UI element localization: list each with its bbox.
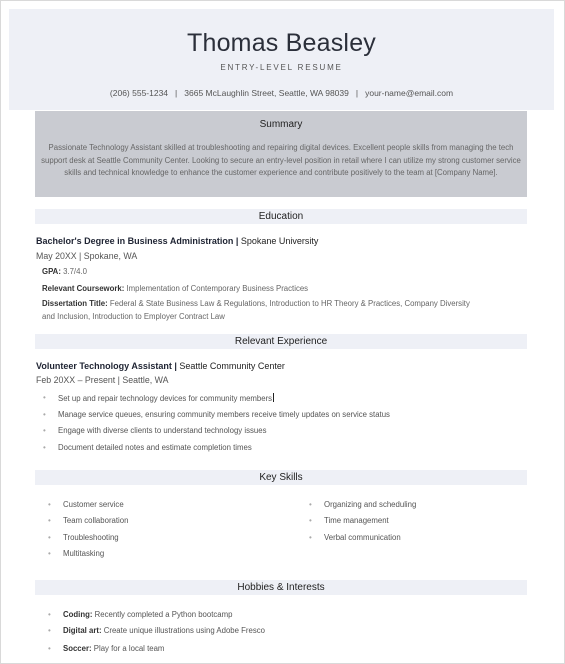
- bullet-icon: •: [309, 516, 312, 525]
- experience-bullet[interactable]: [43, 426, 267, 435]
- candidate-name[interactable]: Thomas Beasley: [187, 29, 376, 57]
- skill-text: Multitasking: [63, 549, 105, 558]
- dissertation-line[interactable]: [42, 298, 472, 323]
- hobby-item[interactable]: [48, 626, 265, 635]
- separator: |: [175, 88, 178, 98]
- bullet-icon: •: [48, 533, 51, 542]
- skill-text: Team collaboration: [63, 516, 129, 525]
- skill-item[interactable]: [309, 533, 401, 542]
- coursework-value: Implementation of Contemporary Business Practices: [126, 284, 309, 293]
- bullet-icon: •: [43, 426, 46, 435]
- bullet-icon: •: [48, 610, 51, 619]
- bullet-icon: •: [48, 644, 51, 653]
- bullet-icon: •: [48, 549, 51, 558]
- gpa-label: GPA:: [42, 267, 61, 276]
- bullet-text: Engage with diverse clients to understand technology issues: [58, 426, 267, 435]
- experience-bullet[interactable]: [43, 443, 252, 452]
- experience-bullet[interactable]: [43, 410, 390, 419]
- hobby-text: Create unique illustrations using Adobe Fresco: [103, 626, 265, 635]
- text-cursor: [273, 393, 274, 402]
- skill-item[interactable]: [48, 549, 105, 558]
- job-line[interactable]: Volunteer Technology Assistant | Seattle Community Center: [36, 361, 285, 371]
- skill-item[interactable]: [48, 516, 129, 525]
- education-heading[interactable]: Education: [35, 209, 527, 224]
- coursework-line[interactable]: [42, 283, 482, 296]
- summary-heading[interactable]: Summary: [259, 119, 303, 130]
- bullet-icon: •: [43, 443, 46, 452]
- skill-text: Troubleshooting: [63, 533, 119, 542]
- hobby-text: Play for a local team: [93, 644, 165, 653]
- experience-bullet[interactable]: [43, 393, 274, 403]
- skill-text: Customer service: [63, 500, 124, 509]
- degree-line[interactable]: Bachelor's Degree in Business Administration | Spokane University: [36, 236, 319, 246]
- skill-text: Time management: [324, 516, 389, 525]
- bullet-text: Set up and repair technology devices for community members: [58, 394, 273, 403]
- separator: |: [355, 88, 359, 98]
- coursework-label: Relevant Coursework:: [42, 284, 125, 293]
- skill-text: Verbal communication: [324, 533, 401, 542]
- street-address[interactable]: 3665 McLaughlin Street, Seattle, WA 98039: [184, 88, 349, 98]
- bullet-icon: •: [309, 500, 312, 509]
- school-name: Spokane University: [240, 236, 319, 246]
- bullet-icon: •: [48, 516, 51, 525]
- education-date-location[interactable]: May 20XX | Spokane, WA: [36, 251, 138, 261]
- job-title: Volunteer Technology Assistant: [36, 361, 172, 371]
- summary-text[interactable]: Passionate Technology Assistant skilled at troubleshooting and repairing digital devices. Excellent people skills from managing the tech support desk at Seattle Community Center. Looking to secure an entry-level position in retail where I can utilize my strong customer service skills and technical knowledge to enhance the customer experience and contribute positively to the team at [Company Name].: [41, 143, 521, 178]
- resume-header: [9, 9, 554, 110]
- dissertation-value: Federal & State Business Law & Regulations, Introduction to HR Theory & Practices, Company Diversity and Inclusion, Introduction to Employer Contract Law: [42, 299, 470, 321]
- contact-line: [9, 88, 554, 98]
- experience-date-location[interactable]: Feb 20XX – Present | Seattle, WA: [36, 375, 169, 385]
- hobby-text: Recently completed a Python bootcamp: [94, 610, 233, 619]
- skill-text: Organizing and scheduling: [324, 500, 417, 509]
- hobby-label: Soccer:: [63, 644, 92, 653]
- gpa-line[interactable]: [42, 266, 482, 279]
- bullet-text: Manage service queues, ensuring community members receive timely updates on service status: [58, 410, 390, 419]
- dissertation-label: Dissertation Title:: [42, 299, 108, 308]
- skill-item[interactable]: [309, 516, 389, 525]
- experience-heading[interactable]: Relevant Experience: [35, 334, 527, 349]
- gpa-value: 3.7/4.0: [63, 267, 87, 276]
- bullet-icon: •: [43, 393, 46, 402]
- email-address[interactable]: your-name@email.com: [365, 88, 454, 98]
- skills-heading[interactable]: Key Skills: [35, 470, 527, 485]
- bullet-icon: •: [43, 410, 46, 419]
- hobbies-heading[interactable]: Hobbies & Interests: [35, 580, 527, 595]
- bullet-icon: •: [309, 533, 312, 542]
- skill-item[interactable]: [48, 500, 124, 509]
- hobby-item[interactable]: [48, 610, 233, 619]
- summary-section: [35, 111, 527, 197]
- hobby-label: Digital art:: [63, 626, 102, 635]
- degree-name: Bachelor's Degree in Business Administration: [36, 236, 234, 246]
- bullet-text: Document detailed notes and estimate completion times: [58, 443, 252, 452]
- phone-number[interactable]: (206) 555-1234: [109, 88, 169, 98]
- bullet-icon: •: [48, 500, 51, 509]
- skill-item[interactable]: [48, 533, 119, 542]
- employer-name: Seattle Community Center: [179, 361, 285, 371]
- bullet-icon: •: [48, 626, 51, 635]
- resume-subtitle[interactable]: ENTRY-LEVEL RESUME: [220, 63, 343, 72]
- hobby-item[interactable]: [48, 644, 165, 653]
- skill-item[interactable]: [309, 500, 417, 509]
- hobby-label: Coding:: [63, 610, 93, 619]
